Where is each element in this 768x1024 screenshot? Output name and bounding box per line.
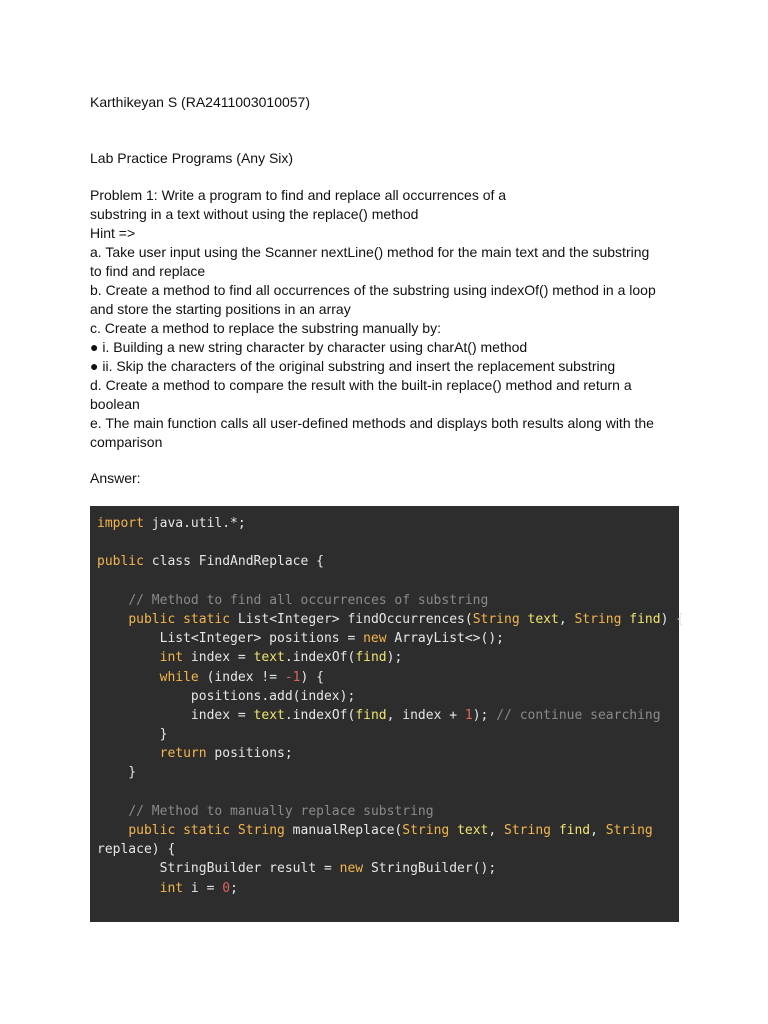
code-token: new [363,631,387,647]
problem-line: e. The main function calls all user-defined methods and displays both results along with the [90,415,654,431]
code-token: ; [230,880,238,896]
code-token: public static String [128,823,285,838]
code-token: text [527,611,559,627]
code-token [520,612,528,627]
code-token: 0 [222,880,231,896]
code-line [97,725,679,744]
code-token [97,746,160,761]
code-token: text [253,707,285,723]
code-token [97,650,160,665]
code-line [97,610,685,629]
code-token: String [504,823,551,838]
code-token [551,823,559,838]
code-token: public [97,554,144,570]
code-token: positions; [206,746,293,762]
code-token: find [355,650,387,666]
problem-line: ● i. Building a new string character by character using charAt() method [90,339,528,355]
code-token: ) { [660,611,685,627]
author-name: Karthikeyan S (RA2411003010057) [90,94,311,110]
problem-line: substring in a text without using the replace() method [90,206,419,222]
code-line [97,763,679,782]
code-token: manualReplace( [284,823,403,838]
problem-line: Problem 1: Write a program to find and replace all occurrences of a [90,187,507,203]
code-token: (index != [198,669,285,685]
code-token [97,881,160,896]
code-token: java.util.*; [143,516,246,531]
code-line [97,629,679,648]
code-token: } [97,765,137,781]
code-token: replace) { [97,842,176,858]
code-token: , [488,823,505,838]
problem-line: ● ii. Skip the characters of the original substring and insert the replacement substring [90,358,616,374]
problem-line: c. Create a method to replace the substring manually by: [90,320,441,336]
code-token: , [558,611,575,627]
code-line [97,591,679,610]
code-line [97,706,679,725]
answer-label [90,469,690,488]
code-token: ); [472,707,497,723]
code-line [97,783,679,802]
code-token: , [590,823,606,838]
problem-line: and store the starting positions in an array [90,301,351,317]
code-token: import [97,516,144,531]
code-token: , index + [386,707,465,723]
code-token: return [159,746,207,762]
code-token: index = [97,707,254,723]
code-token: new [339,861,364,877]
code-line [97,859,679,878]
code-token: String [574,611,622,627]
code-token: String [472,611,520,627]
code-token: List<Integer> findOccurrences( [230,611,473,627]
code-block [90,506,685,922]
code-token: -1 [284,669,301,685]
code-token: String [605,823,653,838]
code-line [97,687,679,706]
code-token: int [159,880,184,896]
code-token: // Method to find all occurrences of substring [128,592,489,608]
section-title-text: Lab Practice Programs (Any Six) [90,150,294,166]
code-line [97,840,679,859]
code-line [97,668,679,687]
code-token [97,823,128,838]
code-token: positions.add(index); [97,688,356,704]
code-token: find [558,823,591,838]
code-token: while [159,669,199,685]
code-token: index = [183,650,254,666]
code-token: List<Integer> positions = [97,631,364,647]
code-token: ); [386,650,403,666]
code-line [97,821,679,840]
code-token: text [253,650,285,666]
code-token [97,612,128,627]
code-line [97,802,679,821]
code-token: StringBuilder result = [97,861,340,877]
code-line [97,533,679,552]
code-token [97,670,160,685]
problem-line: Hint => [90,225,136,241]
code-line [97,879,679,898]
answer-label-text: Answer: [90,470,141,486]
code-token: class FindAndReplace { [143,554,324,570]
problem-line: comparison [90,434,163,450]
code-token: ArrayList<>(); [386,631,504,647]
section-title [90,149,690,168]
code-token [97,804,128,819]
problem-line: a. Take user input using the Scanner nextLine() method for the main text and the substring [90,244,650,260]
code-token: int [159,650,184,666]
code-token: public static [128,611,231,627]
author-line [90,93,690,112]
problem-statement [90,186,690,452]
code-token: // Method to manually replace substring [128,803,434,819]
code-token [449,823,457,838]
problem-line: d. Create a method to compare the result with the built-in replace() method and return a [90,377,632,393]
code-token: .indexOf( [284,707,356,723]
code-line [97,552,679,571]
code-token: String [402,823,450,838]
code-token [97,593,128,608]
code-token: text [457,823,489,838]
code-token: StringBuilder(); [363,861,497,877]
code-token: ) { [300,669,324,685]
code-line [97,514,679,533]
code-line [97,572,679,591]
problem-line: to find and replace [90,263,206,279]
code-token: // continue searching [496,707,661,723]
problem-line: boolean [90,396,140,412]
code-token: find [355,707,387,723]
code-line [97,744,679,763]
code-token: } [97,727,168,743]
code-line [97,648,679,667]
code-token: find [629,611,661,627]
problem-line: b. Create a method to find all occurrences of the substring using indexOf() method in a loop [90,282,656,298]
code-token: .indexOf( [284,650,356,666]
code-token: i = [183,880,223,896]
code-token: 1 [464,707,473,723]
